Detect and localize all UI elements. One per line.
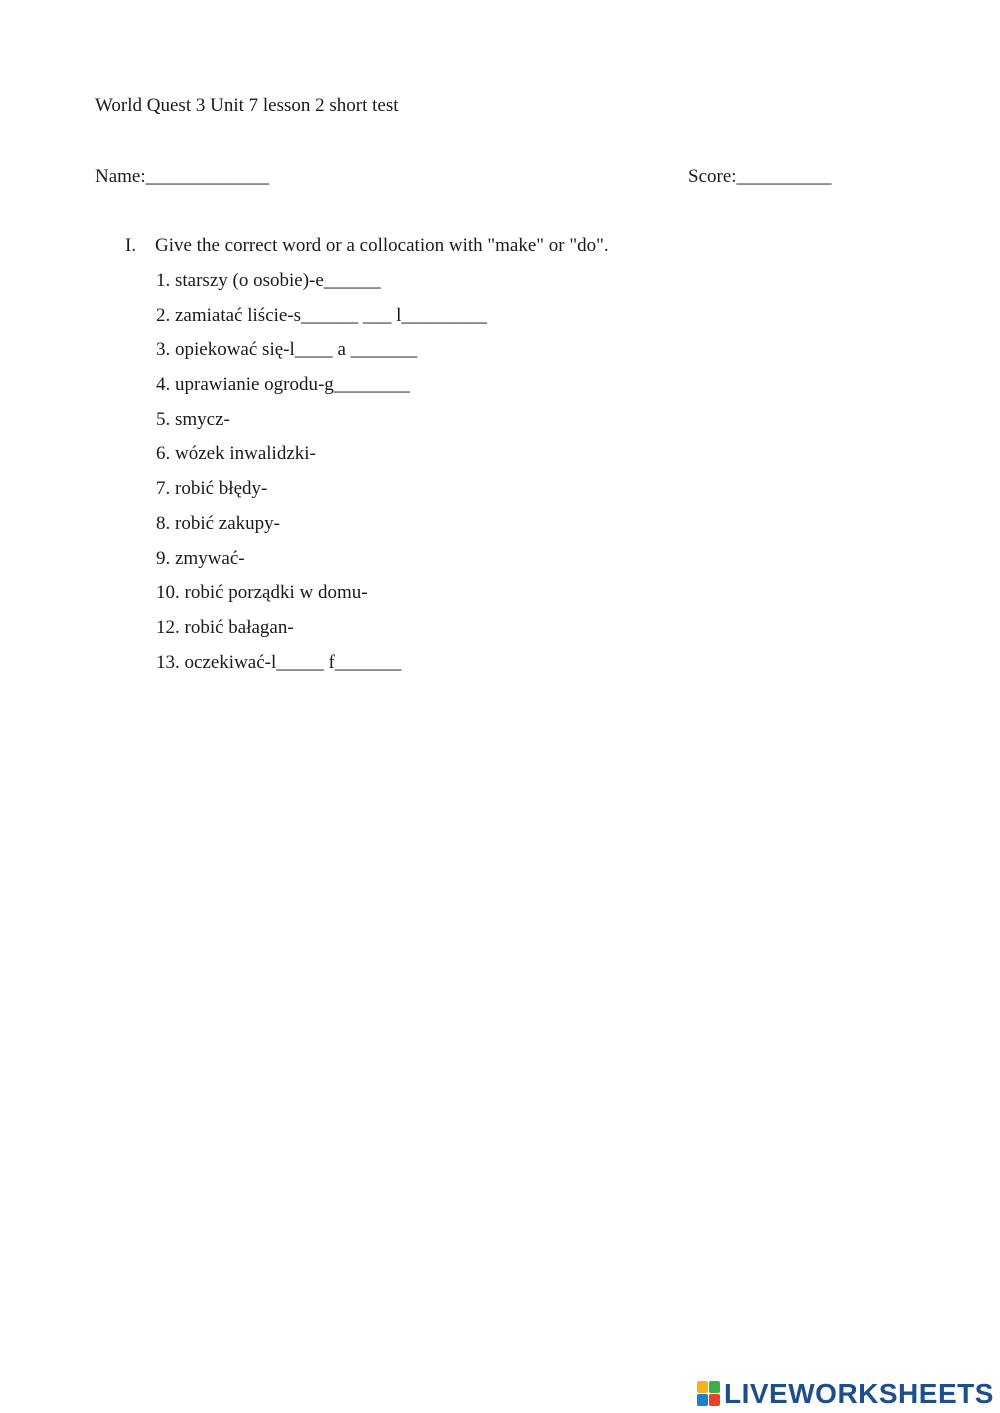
exercise-item: 4. uprawianie ogrodu-g________: [156, 374, 410, 396]
logo-square-red: [709, 1394, 720, 1406]
exercise-item: 7. robić błędy-: [156, 478, 268, 500]
score-field: Score:__________: [688, 166, 832, 187]
exercise-item: 9. zmywać-: [156, 547, 245, 569]
exercise-item: 10. robić porządki w domu-: [156, 582, 368, 604]
liveworksheets-logo-icon: [697, 1381, 721, 1407]
exercise-item: 1. starszy (o osobie)-e______: [156, 270, 381, 291]
exercise-item: 13. oczekiwać-l_____ f_______: [156, 651, 402, 673]
exercise-item: 12. robić bałagan-: [156, 616, 294, 638]
section-heading: [125, 235, 609, 257]
logo-square-green: [709, 1381, 720, 1393]
logo-square-blue: [697, 1394, 708, 1406]
worksheet-title: World Quest 3 Unit 7 lesson 2 short test: [95, 95, 399, 116]
section-instruction: Give the correct word or a collocation with "make" or "do".: [155, 235, 609, 256]
logo-square-yellow: [697, 1381, 708, 1393]
section-numeral: I.: [125, 235, 137, 256]
exercise-list: [156, 270, 487, 686]
exercise-item: 3. opiekować się-l____ a _______: [156, 339, 418, 361]
liveworksheets-logo[interactable]: [697, 1378, 994, 1410]
exercise-item: 6. wózek inwalidzki-: [156, 443, 316, 465]
exercise-item: 8. robić zakupy-: [156, 512, 280, 534]
logo-text: LIVEWORKSHEETS: [724, 1378, 994, 1409]
exercise-item: 5. smycz-: [156, 408, 230, 430]
name-field: Name:_____________: [95, 166, 270, 187]
exercise-item: 2. zamiatać liście-s______ ___ l_________: [156, 304, 487, 326]
